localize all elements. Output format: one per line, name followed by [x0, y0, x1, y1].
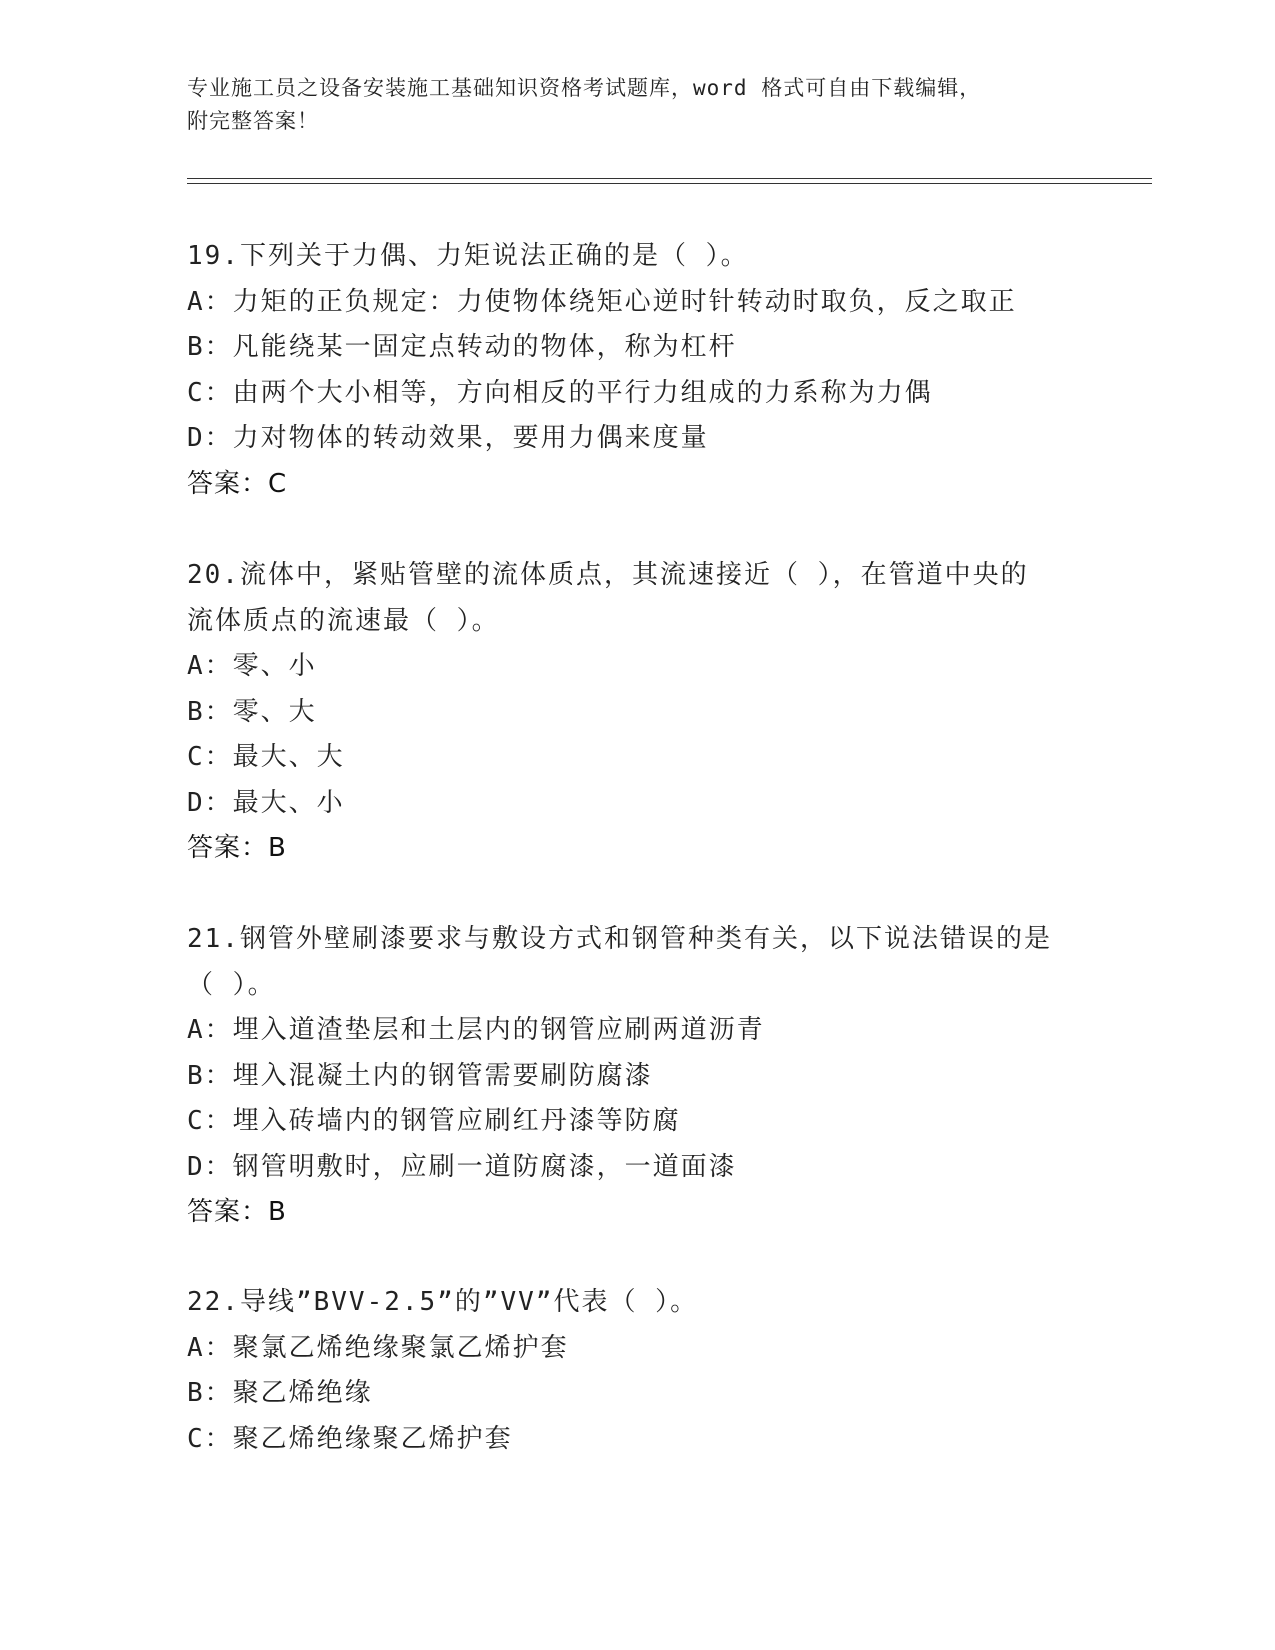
option-a: A：力矩的正负规定：力使物体绕矩心逆时针转动时取负，反之取正: [187, 286, 1017, 317]
option-b: B：聚乙烯绝缘: [187, 1378, 373, 1408]
option-b: B：埋入混凝土内的钢管需要刷防腐漆: [187, 1060, 653, 1091]
option-a: A：零、小: [187, 651, 317, 681]
option-c: C：由两个大小相等，方向相反的平行力组成的力系称为力偶: [187, 377, 933, 408]
question-stem: 21.钢管外壁刷漆要求与敷设方式和钢管种类有关，以下说法错误的是 （ ）。: [187, 924, 1052, 1000]
option-d: D：力对物体的转动效果，要用力偶来度量: [187, 423, 709, 453]
option-b: B：凡能绕某一固定点转动的物体，称为杠杆: [187, 332, 737, 362]
option-b: B：零、大: [187, 696, 317, 727]
answer: 答案：B: [187, 833, 287, 863]
option-a: A：聚氯乙烯绝缘聚氯乙烯护套: [187, 1332, 569, 1363]
option-a: A：埋入道渣垫层和土层内的钢管应刷两道沥青: [187, 1015, 765, 1045]
question-21: [187, 917, 1087, 1236]
question-19: [187, 234, 1087, 507]
header-divider-bottom: [187, 183, 1152, 184]
answer: 答案：C: [187, 468, 288, 499]
option-c: C：最大、大: [187, 742, 345, 772]
option-c: C：埋入砖墙内的钢管应刷红丹漆等防腐: [187, 1106, 681, 1136]
question-22: [187, 1280, 1087, 1462]
question-stem: 20.流体中，紧贴管壁的流体质点，其流速接近（ ），在管道中央的 流体质点的流速最（ ）。: [187, 560, 1029, 636]
option-d: D：最大、小: [187, 787, 345, 818]
question-stem: 22.导线”BVV-2.5”的”VV”代表（ ）。: [187, 1287, 699, 1317]
answer: 答案：B: [187, 1197, 287, 1227]
document-header: 专业施工员之设备安装施工基础知识资格考试题库，word 格式可自由下载编辑， 附完整答案！: [187, 76, 982, 133]
option-c: C：聚乙烯绝缘聚乙烯护套: [187, 1423, 513, 1454]
header-divider-top: [187, 178, 1152, 179]
question-20: [187, 553, 1087, 872]
question-stem: 19.下列关于力偶、力矩说法正确的是（ ）。: [187, 241, 749, 271]
option-d: D：钢管明敷时，应刷一道防腐漆，一道面漆: [187, 1151, 737, 1182]
